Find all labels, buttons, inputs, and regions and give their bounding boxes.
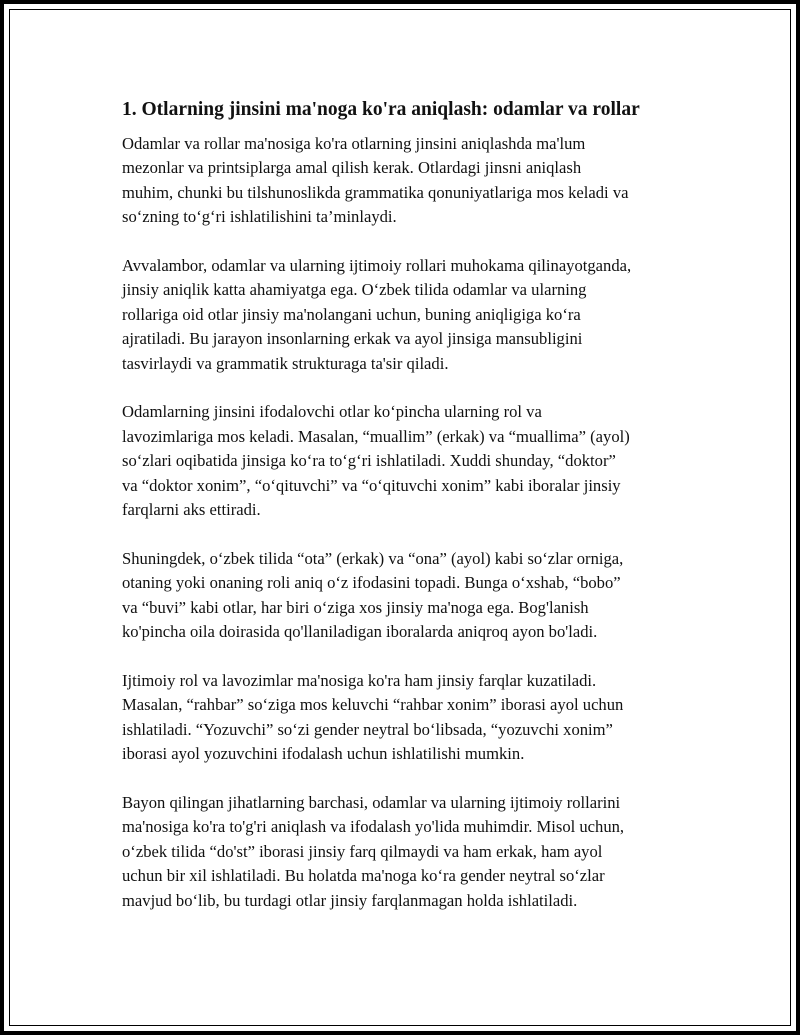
paragraph-5: Ijtimoiy rol va lavozimlar ma'nosiga ko'ra ham jinsiy farqlar kuzatiladi. Masalan, “rahbar” so‘ziga mos keluvchi “rahbar xonim” iborasi ayol uchun ishlatiladi. “Yozuvchi” so‘zi gender neytral bo‘libsada, “yozuvchi xonim” iborasi ayol yozuvchini ifodalash uchun ishlatilishi mumkin.	[122, 670, 624, 764]
paragraph-1: Odamlar va rollar ma'nosiga ko'ra otlarning jinsini aniqlashda ma'lum mezonlar va printsiplarga amal qilish kerak. Otlardagi jinsni aniqlash muhim, chunki bu tilshunoslikda grammatika qonuniyatlariga mos keladi va so‘zning to‘g‘ri ishlatilishini ta’minlaydi.	[122, 134, 629, 227]
paragraph-2: Avvalambor, odamlar va ularning ijtimoiy rollari muhokama qilinayotganda, jinsiy aniqlik katta ahamiyatga ega. O‘zbek tilida odamlar va ularning rollariga oid otlar jinsiy ma'nolangani uchun, buning aniqligiga ko‘ra ajratiladi. Bu jarayon insonlarning erkak va ayol jinsiga mansubligini tasvirlaydi va grammatik strukturaga ta'sir qiladi.	[122, 256, 632, 373]
paragraph-4: Shuningdek, o‘zbek tilida “ota” (erkak) va “ona” (ayol) kabi so‘zlar orniga, otaning yoki onaning roli aniq o‘z ifodasini topadi. Bunga o‘xshab, “bobo” va “buvi” kabi otlar, har biri o‘ziga xos jinsiy ma'noga ega. Bog'lanish ko'pincha oila doirasida qo'llaniladigan iboralarda aniqroq ayon bo'ladi.	[122, 548, 624, 642]
section-title: 1. Otlarning jinsini ma'noga ko'ra aniqlash: odamlar va rollar	[122, 99, 640, 120]
document-content	[122, 96, 702, 937]
paragraph-6: Bayon qilingan jihatlarning barchasi, odamlar va ularning ijtimoiy rollarini ma'nosiga ko'ra to'g'ri aniqlash va ifodalash yo'lida muhimdir. Misol uchun, o‘zbek tilida “do'st” iborasi jinsiy farq qilmaydi va ham erkak, ham ayol uchun bir xil ishlatiladi. Bu holatda ma'noga ko‘ra gender neytral so‘zlar mavjud bo‘lib, bu turdagi otlar jinsiy farqlanmagan holda ishlatiladi.	[122, 792, 625, 910]
paragraph-3: Odamlarning jinsini ifodalovchi otlar ko‘pincha ularning rol va lavozimlariga mos keladi. Masalan, “muallim” (erkak) va “muallima” (ayol) so‘zlari oqibatida jinsiga ko‘ra to‘g‘ri ishlatiladi. Xuddi shunday, “doktor” va “doktor xonim”, “o‘qituvchi” va “o‘qituvchi xonim” kabi iboralar jinsiy farqlarni aks ettiradi.	[122, 402, 630, 520]
